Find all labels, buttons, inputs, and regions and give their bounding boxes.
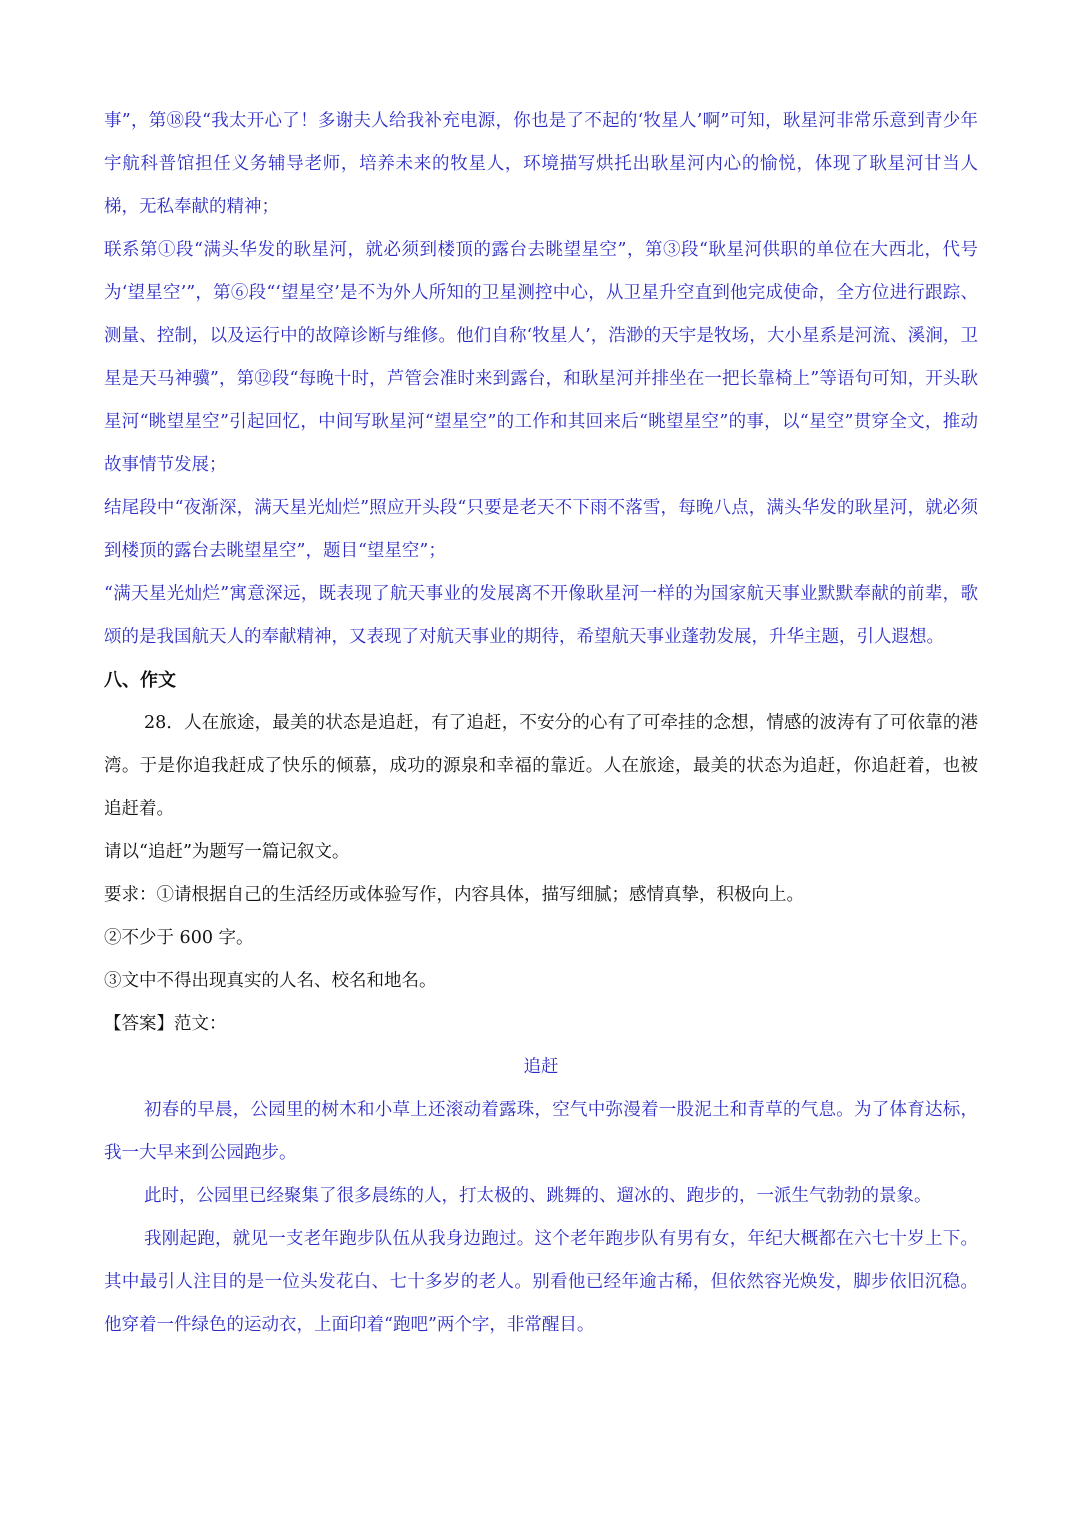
analysis-paragraph-1: 事”，第⑱段“我太开心了！多谢夫人给我补充电源，你也是了不起的‘牧星人’啊”可知，耿星河非常乐意到青少年宇航科普馆担任义务辅导老师，培养未来的牧星人，环境描写烘托出耿星河内心的愉悦，体现了耿星河甘当人梯，无私奉献的精神； (104, 111, 978, 217)
requirement-1: 要求：①请根据自己的生活经历或体验写作，内容具体，描写细腻；感情真挚，积极向上。 (104, 885, 804, 905)
analysis-paragraph-3: 结尾段中“夜渐深，满天星光灿烂”照应开头段“只要是老天不下雨不落雪，每晚八点，满头华发的耿星河，就必须到楼顶的露台去眺望星空”，题目“望星空”； (104, 498, 978, 561)
essay-paragraph-1: 初春的早晨，公园里的树木和小草上还滚动着露珠，空气中弥漫着一股泥土和青草的气息。为了体育达标，我一大早来到公园跑步。 (104, 1100, 978, 1163)
document-page (104, 100, 978, 1347)
analysis-paragraph-2: 联系第①段“满头华发的耿星河，就必须到楼顶的露台去眺望星空”，第③段“耿星河供职的单位在大西北，代号为‘望星空’”，第⑥段“‘望星空’是不为外人所知的卫星测控中心，从卫星升空直到他完成使命，全方位进行跟踪、测量、控制，以及运行中的故障诊断与维修。他们自称‘牧星人’，浩渺的天宇是牧场，大小星系是河流、溪涧，卫星是天马神骥”，第⑫段“每晚十时，芦管会准时来到露台，和耿星河并排坐在一把长靠椅上”等语句可知，开头耿星河“眺望星空”引起回忆，中间写耿星河“望星空”的工作和其回来后“眺望星空”的事，以“星空”贯穿全文，推动故事情节发展； (104, 240, 978, 475)
answer-label: 【答案】 (104, 1014, 174, 1034)
essay-paragraph-2: 此时，公园里已经聚集了很多晨练的人，打太极的、跳舞的、遛冰的、跑步的，一派生气勃勃的景象。 (144, 1186, 932, 1206)
requirement-2: ②不少于 600 字。 (104, 928, 254, 948)
essay-title: 追赶 (523, 1057, 559, 1077)
answer-fan-label: 范文： (174, 1014, 227, 1034)
question-prompt: 28．人在旅途，最美的状态是追赶，有了追赶，不安分的心有了可牵挂的念想，情感的波涛有了可依靠的港湾。于是你追我赶成了快乐的倾慕，成功的源泉和幸福的靠近。人在旅途，最美的状态为追赶，你追赶着，也被追赶着。 (104, 713, 978, 819)
answer-line (104, 1003, 978, 1046)
requirement-3: ③文中不得出现真实的人名、校名和地名。 (104, 971, 437, 991)
analysis-paragraph-4: “满天星光灿烂”寓意深远，既表现了航天事业的发展离不开像耿星河一样的为国家航天事业默默奉献的前辈，歌颂的是我国航天人的奉献精神，又表现了对航天事业的期待，希望航天事业蓬勃发展，升华主题，引人遐想。 (104, 584, 978, 647)
section-heading: 八、作文 (104, 670, 176, 691)
question-instruction: 请以“追赶”为题写一篇记叙文。 (104, 842, 350, 862)
essay-paragraph-3: 我刚起跑，就见一支老年跑步队伍从我身边跑过。这个老年跑步队有男有女，年纪大概都在六七十岁上下。其中最引人注目的是一位头发花白、七十多岁的老人。别看他已经年逾古稀，但依然容光焕发，脚步依旧沉稳。他穿着一件绿色的运动衣，上面印着“跑吧”两个字，非常醒目。 (104, 1229, 978, 1335)
